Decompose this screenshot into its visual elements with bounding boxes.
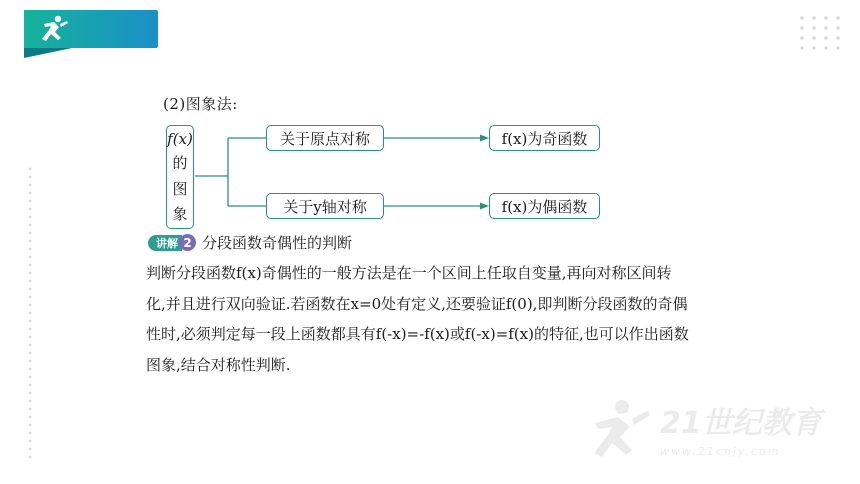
explanation-paragraph: [146, 258, 726, 380]
header-logo-fold: [24, 48, 72, 58]
even-function-node: f(x)为偶函数: [489, 193, 600, 219]
dot-grid-decoration: [800, 16, 848, 56]
paragraph-line: 判断分段函数f(x)奇偶性的一般方法是在一个区间上任取自变量,再向对称区间转: [146, 264, 672, 282]
lecture-number-badge: 2: [179, 234, 196, 251]
origin-symmetry-node: 关于原点对称: [266, 125, 384, 151]
section-heading: (2)图象法:: [163, 95, 238, 113]
y-axis-symmetry-node: 关于y轴对称: [266, 193, 384, 219]
subsection-heading: [148, 232, 352, 253]
subsection-title: 分段函数奇偶性的判断: [202, 234, 353, 252]
source-line: 图: [172, 179, 188, 198]
lecture-badge: 讲解: [148, 235, 182, 251]
dotted-line-decoration: [28, 165, 32, 460]
watermark-url: www.21cnjy.com: [660, 445, 781, 458]
paragraph-line: 化,并且进行双向验证.若函数在x=0处有定义,还要验证f(0),即判断分段函数的奇偶: [146, 294, 688, 313]
odd-function-node: f(x)为奇函数: [489, 125, 600, 151]
paragraph-line: 图象,结合对称性判断.: [146, 355, 291, 374]
paragraph-line: 性时,必须判定每一段上函数都具有f(-x)=-f(x)或f(-x)=f(x)的特征,也可以作出函数: [146, 325, 689, 343]
watermark-text: 21世纪教育: [660, 406, 822, 441]
function-graph-box: [166, 125, 194, 229]
watermark-logo: [590, 395, 850, 465]
source-line: 象: [172, 204, 188, 223]
source-line: 的: [172, 154, 188, 173]
source-line: f(x): [167, 130, 193, 149]
runner-icon: [36, 14, 70, 44]
